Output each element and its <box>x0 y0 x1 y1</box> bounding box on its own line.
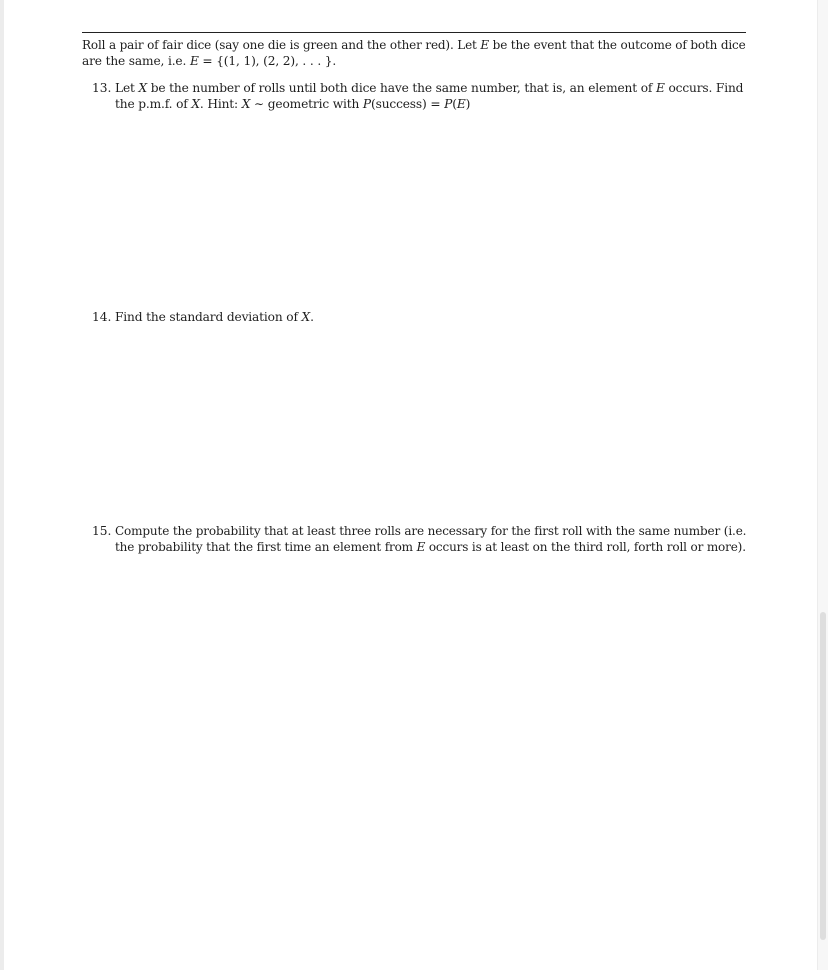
intro-line-1 <box>82 38 746 54</box>
q-text: occurs is at least on the third roll, forth roll or more). <box>425 540 746 554</box>
question-15-line-1: Compute the probability that at least three rolls are necessary for the first roll with the same number (i.e. <box>115 524 747 538</box>
q-text: . Hint: <box>199 97 242 111</box>
question-15-line-2 <box>115 540 746 556</box>
q-text: Find the standard deviation of <box>115 310 302 324</box>
math-var: E <box>189 54 199 68</box>
q-text: . <box>310 310 314 324</box>
math-var: X <box>301 310 311 324</box>
math-var: P <box>444 97 453 111</box>
math-var: X <box>138 81 148 95</box>
intro-text: Roll a pair of fair dice (say one die is green and the other red). Let <box>82 38 481 52</box>
top-rule <box>82 32 746 33</box>
q-text: Let <box>115 81 139 95</box>
q-text: ) <box>465 97 471 111</box>
q-text: the probability that the first time an element from <box>115 540 417 554</box>
math-var: E <box>456 97 466 111</box>
scrollbar-thumb[interactable] <box>820 612 826 940</box>
intro-line-2 <box>82 54 336 70</box>
page-left-edge <box>0 0 4 970</box>
math-var: X <box>191 97 200 111</box>
q-text: the p.m.f. of <box>115 97 192 111</box>
question-15-number: 15. <box>92 524 112 538</box>
scrollbar-track[interactable] <box>817 0 828 970</box>
math-var: P <box>362 97 371 111</box>
math-var: X <box>241 97 251 111</box>
intro-text: are the same, i.e. <box>82 54 190 68</box>
intro-text: be the event that the outcome of both dice <box>489 38 746 52</box>
q-text: ∼ geometric with <box>250 97 363 111</box>
question-14-line-1 <box>115 310 314 326</box>
question-13-line-2 <box>115 97 470 113</box>
math-var: E <box>655 81 665 95</box>
q-text: (success) = <box>370 97 445 111</box>
intro-text: = {(1, 1), (2, 2), . . . }. <box>198 54 337 68</box>
question-13-line-1 <box>115 81 743 97</box>
math-var: E <box>416 540 426 554</box>
q-text: ( <box>452 97 457 111</box>
question-14-number: 14. <box>92 310 112 324</box>
math-var: E <box>480 38 490 52</box>
question-13-number: 13. <box>92 81 112 95</box>
q-text: occurs. Find <box>664 81 744 95</box>
q-text: be the number of rolls until both dice have the same number, that is, an element of <box>147 81 656 95</box>
